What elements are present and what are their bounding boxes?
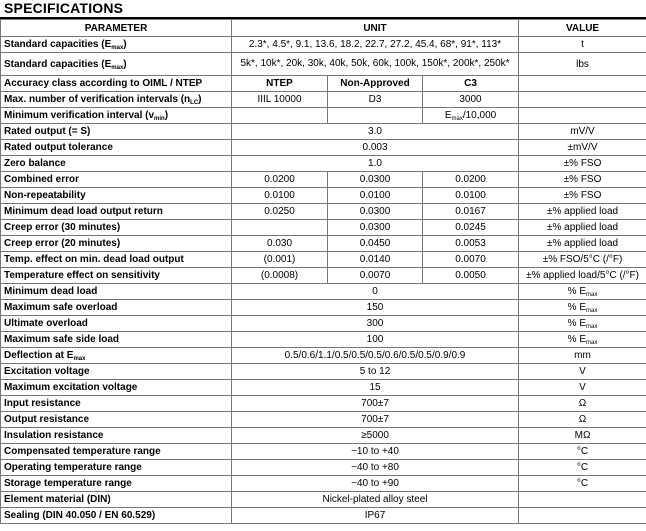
- value-unit-cell: [519, 37, 646, 53]
- parameter-label: Operating temperature range: [4, 462, 142, 473]
- table-row: [1, 204, 646, 220]
- unit-value-cell: [328, 108, 423, 124]
- header-row: [1, 20, 646, 37]
- table-row: [1, 172, 646, 188]
- parameter-cell: [1, 444, 232, 460]
- accuracy-class-cell: C3: [423, 76, 519, 92]
- value-unit-cell: [519, 92, 646, 108]
- unit-value-cell: 0.0300: [328, 220, 423, 236]
- parameter-cell: [1, 428, 232, 444]
- value-unit-label: ±% applied load: [546, 222, 619, 233]
- parameter-cell: [1, 476, 232, 492]
- value-unit-cell: [519, 156, 646, 172]
- value-unit-cell: [519, 268, 646, 284]
- value-unit-cell: [519, 348, 646, 364]
- value-unit-cell: [519, 428, 646, 444]
- unit-span-cell: 150: [232, 300, 519, 316]
- table-row: [1, 332, 646, 348]
- unit-value-cell: 0.0050: [423, 268, 519, 284]
- unit-span-cell: 0.5/0.6/1.1/0.5/0.5/0.5/0.6/0.5/0.5/0.9/0.9: [232, 348, 519, 364]
- unit-span-cell: 2.3*, 4.5*, 9.1, 13.6, 18.2, 22.7, 27.2, 45.4, 68*, 91*, 113*: [232, 37, 519, 53]
- parameter-cell: [1, 140, 232, 156]
- parameter-label: Temp. effect on min. dead load output: [4, 254, 184, 265]
- parameter-label: Input resistance: [4, 398, 81, 409]
- value-unit-cell: [519, 53, 646, 76]
- table-row: [1, 380, 646, 396]
- parameter-label: Rated output tolerance: [4, 142, 113, 153]
- value-unit-label: ±% applied load/5°C (/°F): [526, 270, 639, 281]
- value-unit-label: ±% FSO: [563, 174, 602, 185]
- value-unit-cell: [519, 76, 646, 92]
- unit-value-cell: 0.0245: [423, 220, 519, 236]
- parameter-label: Insulation resistance: [4, 430, 104, 441]
- parameter-cell: [1, 284, 232, 300]
- value-unit-cell: [519, 380, 646, 396]
- table-row: [1, 364, 646, 380]
- unit-span-cell: 1.0: [232, 156, 519, 172]
- value-unit-label: % E: [567, 302, 587, 313]
- value-unit-cell: [519, 508, 646, 524]
- parameter-cell: [1, 172, 232, 188]
- value-unit-label: °C: [576, 462, 589, 473]
- value-unit-cell: [519, 332, 646, 348]
- value-unit-label: V: [579, 366, 586, 377]
- unit-value-cell: [232, 220, 328, 236]
- value-unit-cell: [519, 252, 646, 268]
- parameter-label: Maximum excitation voltage: [4, 382, 138, 393]
- value-unit-cell: [519, 460, 646, 476]
- parameter-cell: [1, 204, 232, 220]
- parameter-label-suffix: ): [164, 110, 169, 121]
- unit-value-cell: 0.0450: [328, 236, 423, 252]
- unit-span-cell: −40 to +80: [232, 460, 519, 476]
- parameter-label: Compensated temperature range: [4, 446, 161, 457]
- parameter-cell: [1, 300, 232, 316]
- table-row: [1, 140, 646, 156]
- table-row: [1, 92, 646, 108]
- table-row: [1, 156, 646, 172]
- unit-value-cell: 0.0053: [423, 236, 519, 252]
- value-unit-label: ±mV/V: [567, 142, 598, 153]
- parameter-label: Creep error (20 minutes): [4, 238, 121, 249]
- value-unit-label: ±% FSO: [563, 190, 602, 201]
- parameter-label: Minimum verification interval (v: [4, 110, 155, 121]
- unit-span-cell: 300: [232, 316, 519, 332]
- table-row: [1, 188, 646, 204]
- parameter-cell: [1, 268, 232, 284]
- accuracy-class-cell: NTEP: [232, 76, 328, 92]
- unit-value-cell: 3000: [423, 92, 519, 108]
- parameter-label: Accuracy class according to OIML / NTEP: [4, 78, 203, 89]
- unit-value-cell: (0.0008): [232, 268, 328, 284]
- table-row: [1, 284, 646, 300]
- unit-span-cell: 3.0: [232, 124, 519, 140]
- unit-span-cell: IP67: [232, 508, 519, 524]
- table-row: [1, 348, 646, 364]
- value-unit-label: mV/V: [570, 126, 595, 137]
- parameter-cell: [1, 156, 232, 172]
- parameter-cell: [1, 364, 232, 380]
- table-body: [1, 37, 646, 524]
- value-unit-label: °C: [576, 478, 589, 489]
- parameter-cell: [1, 412, 232, 428]
- value-unit-cell: [519, 316, 646, 332]
- unit-span-cell: Nickel-plated alloy steel: [232, 492, 519, 508]
- unit-value-cell: 0.0300: [328, 204, 423, 220]
- table-row: [1, 412, 646, 428]
- parameter-label: Standard capacities (E: [4, 39, 112, 50]
- unit-value-cell: 0.0200: [423, 172, 519, 188]
- parameter-cell: [1, 220, 232, 236]
- parameter-cell: [1, 460, 232, 476]
- value-unit-label: °C: [576, 446, 589, 457]
- table-row: [1, 53, 646, 76]
- parameter-label: Excitation voltage: [4, 366, 90, 377]
- parameter-subscript: max: [111, 45, 124, 51]
- unit-value-cell: D3: [328, 92, 423, 108]
- table-row: [1, 76, 646, 92]
- unit-span-cell: 700±7: [232, 396, 519, 412]
- c3-value-subscript: max: [451, 116, 463, 122]
- unit-value-cell: 0.030: [232, 236, 328, 252]
- parameter-label: Element material (DIN): [4, 494, 111, 505]
- value-unit-label: mm: [574, 350, 591, 361]
- parameter-cell: [1, 236, 232, 252]
- accuracy-class-cell: Non-Approved: [328, 76, 423, 92]
- parameter-cell: [1, 380, 232, 396]
- table-row: [1, 508, 646, 524]
- unit-span-cell: −40 to +90: [232, 476, 519, 492]
- unit-span-cell: 100: [232, 332, 519, 348]
- unit-value-cell: 0.0300: [328, 172, 423, 188]
- c3-value-suffix: /10,000: [462, 110, 497, 121]
- unit-value-cell: 0.0200: [232, 172, 328, 188]
- parameter-label: Ultimate overload: [4, 318, 88, 329]
- table-row: [1, 124, 646, 140]
- parameter-label: Sealing (DIN 40.050 / EN 60.529): [4, 510, 156, 521]
- value-unit-label: V: [579, 382, 586, 393]
- value-unit-cell: [519, 140, 646, 156]
- parameter-label: Maximum safe overload: [4, 302, 118, 313]
- value-unit-label: % E: [567, 318, 587, 329]
- value-unit-label: ±% FSO/5°C (/°F): [542, 254, 623, 265]
- parameter-cell: [1, 316, 232, 332]
- value-unit-label: ±% applied load: [546, 206, 619, 217]
- parameter-label: Output resistance: [4, 414, 90, 425]
- unit-span-cell: 5 to 12: [232, 364, 519, 380]
- table-row: [1, 252, 646, 268]
- value-unit-cell: [519, 188, 646, 204]
- value-unit-subscript: max: [586, 324, 598, 330]
- parameter-label: Deflection at E: [4, 350, 74, 361]
- parameter-cell: [1, 76, 232, 92]
- unit-span-cell: −10 to +40: [232, 444, 519, 460]
- value-unit-label: t: [581, 39, 584, 50]
- unit-value-cell: 0.0070: [328, 268, 423, 284]
- parameter-subscript: max: [73, 356, 86, 362]
- specifications-table: [0, 19, 646, 524]
- unit-span-cell: ≥5000: [232, 428, 519, 444]
- header-unit: UNIT: [232, 20, 519, 37]
- unit-value-cell: [423, 108, 519, 124]
- parameter-cell: [1, 92, 232, 108]
- unit-value-cell: 0.0100: [232, 188, 328, 204]
- value-unit-cell: [519, 364, 646, 380]
- table-row: [1, 236, 646, 252]
- value-unit-subscript: max: [586, 308, 598, 314]
- unit-value-cell: 0.0167: [423, 204, 519, 220]
- parameter-label: Maximum safe side load: [4, 334, 120, 345]
- value-unit-cell: [519, 476, 646, 492]
- value-unit-label: Ω: [578, 414, 587, 425]
- value-unit-label: MΩ: [574, 430, 591, 441]
- parameter-label: Non-repeatability: [4, 190, 86, 201]
- parameter-cell: [1, 492, 232, 508]
- parameter-label: Standard capacities (E: [4, 58, 112, 70]
- table-row: [1, 428, 646, 444]
- value-unit-cell: [519, 172, 646, 188]
- parameter-label-suffix: ): [123, 58, 127, 70]
- parameter-cell: [1, 252, 232, 268]
- parameter-label-suffix: ): [123, 39, 127, 50]
- value-unit-cell: [519, 108, 646, 124]
- parameter-label: Storage temperature range: [4, 478, 132, 489]
- table-row: [1, 492, 646, 508]
- parameter-cell: [1, 188, 232, 204]
- value-unit-cell: [519, 284, 646, 300]
- parameter-cell: [1, 108, 232, 124]
- value-unit-cell: [519, 396, 646, 412]
- table-row: [1, 444, 646, 460]
- table-row: [1, 37, 646, 53]
- parameter-cell: [1, 348, 232, 364]
- value-unit-cell: [519, 236, 646, 252]
- header-value: VALUE: [519, 20, 646, 37]
- unit-span-cell: 0: [232, 284, 519, 300]
- header-parameter: PARAMETER: [1, 20, 232, 37]
- value-unit-subscript: max: [586, 292, 598, 298]
- table-row: [1, 108, 646, 124]
- unit-value-cell: 0.0070: [423, 252, 519, 268]
- unit-value-cell: (0.001): [232, 252, 328, 268]
- parameter-label: Rated output (= S): [4, 126, 91, 137]
- parameter-label: Combined error: [4, 174, 80, 185]
- value-unit-cell: [519, 220, 646, 236]
- unit-value-cell: 0.0250: [232, 204, 328, 220]
- parameter-label: Minimum dead load: [4, 286, 98, 297]
- parameter-label: Creep error (30 minutes): [4, 222, 121, 233]
- c3-value-prefix: E: [444, 110, 452, 121]
- unit-span-cell: 700±7: [232, 412, 519, 428]
- parameter-cell: [1, 508, 232, 524]
- value-unit-subscript: max: [586, 340, 598, 346]
- value-unit-label: Ω: [578, 398, 587, 409]
- value-unit-cell: [519, 300, 646, 316]
- value-unit-label: ±% applied load: [546, 238, 619, 249]
- parameter-label: Temperature effect on sensitivity: [4, 270, 160, 281]
- parameter-cell: [1, 332, 232, 348]
- unit-value-cell: 0.0100: [423, 188, 519, 204]
- unit-value-cell: 0.0100: [328, 188, 423, 204]
- parameter-label: Max. number of verification intervals (n: [4, 94, 191, 105]
- table-row: [1, 396, 646, 412]
- parameter-cell: [1, 124, 232, 140]
- value-unit-cell: [519, 412, 646, 428]
- table-row: [1, 316, 646, 332]
- parameter-label-suffix: ): [198, 94, 202, 105]
- value-unit-cell: [519, 124, 646, 140]
- parameter-subscript: min: [154, 116, 165, 122]
- table-row: [1, 268, 646, 284]
- value-unit-label: % E: [567, 286, 587, 297]
- unit-value-cell: 0.0140: [328, 252, 423, 268]
- value-unit-cell: [519, 492, 646, 508]
- parameter-label: Zero balance: [4, 158, 66, 169]
- value-unit-label: ±% FSO: [563, 158, 602, 169]
- section-heading: SPECIFICATIONS: [0, 0, 646, 19]
- parameter-subscript: LC: [190, 100, 199, 106]
- unit-span-cell: 5k*, 10k*, 20k, 30k, 40k, 50k, 60k, 100k, 150k*, 200k*, 250k*: [232, 53, 519, 76]
- parameter-label: Minimum dead load output return: [4, 206, 163, 217]
- unit-span-cell: 0.003: [232, 140, 519, 156]
- unit-value-cell: [232, 108, 328, 124]
- table-row: [1, 460, 646, 476]
- parameter-cell: [1, 37, 232, 53]
- table-row: [1, 300, 646, 316]
- table-row: [1, 476, 646, 492]
- unit-span-cell: 15: [232, 380, 519, 396]
- value-unit-label: lbs: [576, 58, 589, 70]
- value-unit-label: % E: [567, 334, 587, 345]
- parameter-cell: [1, 396, 232, 412]
- parameter-subscript: max: [111, 64, 124, 71]
- unit-value-cell: IIIL 10000: [232, 92, 328, 108]
- parameter-cell: [1, 53, 232, 76]
- value-unit-cell: [519, 444, 646, 460]
- table-row: [1, 220, 646, 236]
- value-unit-cell: [519, 204, 646, 220]
